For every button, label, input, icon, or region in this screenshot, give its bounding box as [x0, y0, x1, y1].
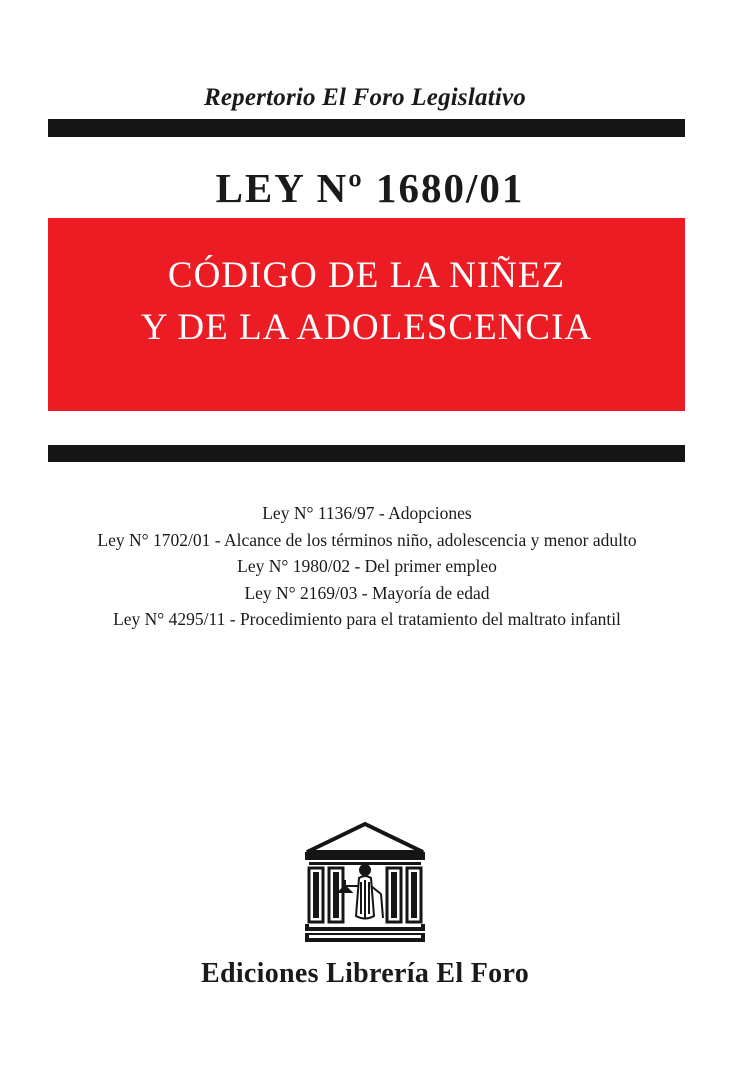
bottom-black-rule	[48, 445, 685, 462]
law-number: LEY Nº 1680/01	[215, 165, 525, 211]
related-laws-list	[0, 500, 734, 633]
top-black-rule	[48, 119, 685, 137]
related-law-item: Ley N° 4295/11 - Procedimiento para el tratamiento del maltrato infantil	[113, 609, 621, 629]
courthouse-with-justice-figure-icon	[301, 820, 429, 948]
related-law-item: Ley N° 1980/02 - Del primer empleo	[237, 556, 497, 576]
publisher-name: Ediciones Librería El Foro	[201, 958, 529, 989]
code-title-line-1: CÓDIGO DE LA NIÑEZ	[167, 255, 566, 296]
code-title-line-2: Y DE LA ADOLESCENCIA	[140, 307, 593, 348]
related-law-item: Ley N° 2169/03 - Mayoría de edad	[244, 582, 490, 603]
title-band	[48, 218, 685, 411]
related-law-item: Ley N° 1136/97 - Adopciones	[262, 503, 472, 523]
related-law-item: Ley N° 1702/01 - Alcance de los términos niño, adolescencia y menor adulto	[97, 529, 637, 550]
series-title: Repertorio El Foro Legislativo	[204, 84, 526, 111]
